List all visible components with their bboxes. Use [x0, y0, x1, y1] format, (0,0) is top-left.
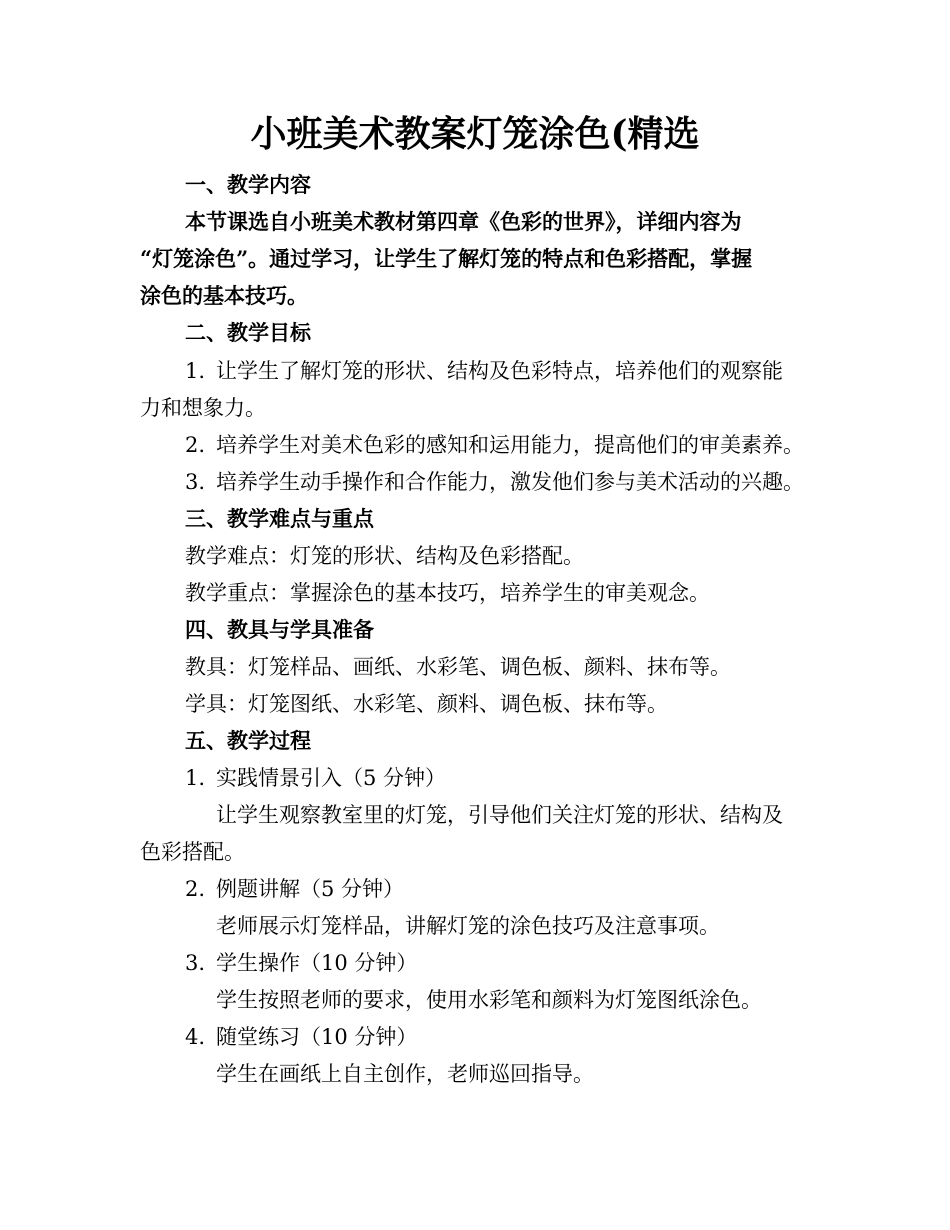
list-item-number: 3. [185, 470, 206, 494]
step-title-text: 随堂练习（10 分钟） [216, 1025, 418, 1049]
step-description: 学生在画纸上自主创作，老师巡回指导。 [216, 1062, 594, 1086]
step-description: 老师展示灯笼样品，讲解灯笼的涂色技巧及注意事项。 [216, 914, 720, 938]
list-item-text: 培养学生对美术色彩的感知和运用能力，提高他们的审美素养。 [216, 433, 804, 457]
list-item-number: 2. [185, 433, 206, 457]
paragraph-line: 本节课选自小班美术教材第四章《色彩的世界》，详细内容为 [185, 209, 742, 234]
teacher-tools-text: 教具：灯笼样品、画纸、水彩笔、调色板、颜料、抹布等。 [185, 655, 731, 679]
step-number: 4. [185, 1025, 206, 1049]
step-title [185, 1022, 417, 1052]
list-item-text: 让学生了解灯笼的形状、结构及色彩特点，培养他们的观察能 [216, 359, 783, 383]
list-item-text: 培养学生动手操作和合作能力，激发他们参与美术活动的兴趣。 [216, 470, 804, 494]
paragraph-line: 涂色的基本技巧。 [140, 283, 308, 308]
difficulty-text: 教学难点：灯笼的形状、结构及色彩搭配。 [185, 544, 584, 568]
key-point-text: 教学重点：掌握涂色的基本技巧，培养学生的审美观念。 [185, 581, 710, 605]
step-number: 2. [185, 877, 206, 901]
paragraph-line: “灯笼涂色”。通过学习，让学生了解灯笼的特点和色彩搭配，掌握 [140, 246, 753, 271]
student-tools-text: 学具：灯笼图纸、水彩笔、颜料、调色板、抹布等。 [185, 692, 668, 716]
step-title [185, 763, 446, 793]
step-title [185, 874, 404, 904]
section-heading-objectives: 二、教学目标 [185, 320, 311, 345]
list-item [185, 467, 804, 497]
section-heading-difficulties: 三、教学难点与重点 [185, 506, 374, 531]
step-description-continuation: 色彩搭配。 [140, 840, 245, 864]
step-title-text: 学生操作（10 分钟） [216, 951, 418, 975]
step-title-text: 例题讲解（5 分钟） [216, 877, 405, 901]
step-description: 让学生观察教室里的灯笼，引导他们关注灯笼的形状、结构及 [216, 803, 783, 827]
document-title: 小班美术教案灯笼涂色(精选 [250, 113, 700, 155]
step-number: 1. [185, 766, 206, 790]
section-heading-materials: 四、教具与学具准备 [185, 617, 374, 642]
step-description: 学生按照老师的要求，使用水彩笔和颜料为灯笼图纸涂色。 [216, 988, 762, 1012]
list-item-number: 1. [185, 359, 206, 383]
list-item-continuation: 力和想象力。 [140, 396, 266, 420]
section-heading-process: 五、教学过程 [185, 728, 311, 753]
list-item [185, 430, 804, 460]
list-item [185, 356, 783, 386]
step-number: 3. [185, 951, 206, 975]
step-title [185, 948, 417, 978]
step-title-text: 实践情景引入（5 分钟） [216, 766, 447, 790]
section-heading-content: 一、教学内容 [185, 172, 311, 197]
